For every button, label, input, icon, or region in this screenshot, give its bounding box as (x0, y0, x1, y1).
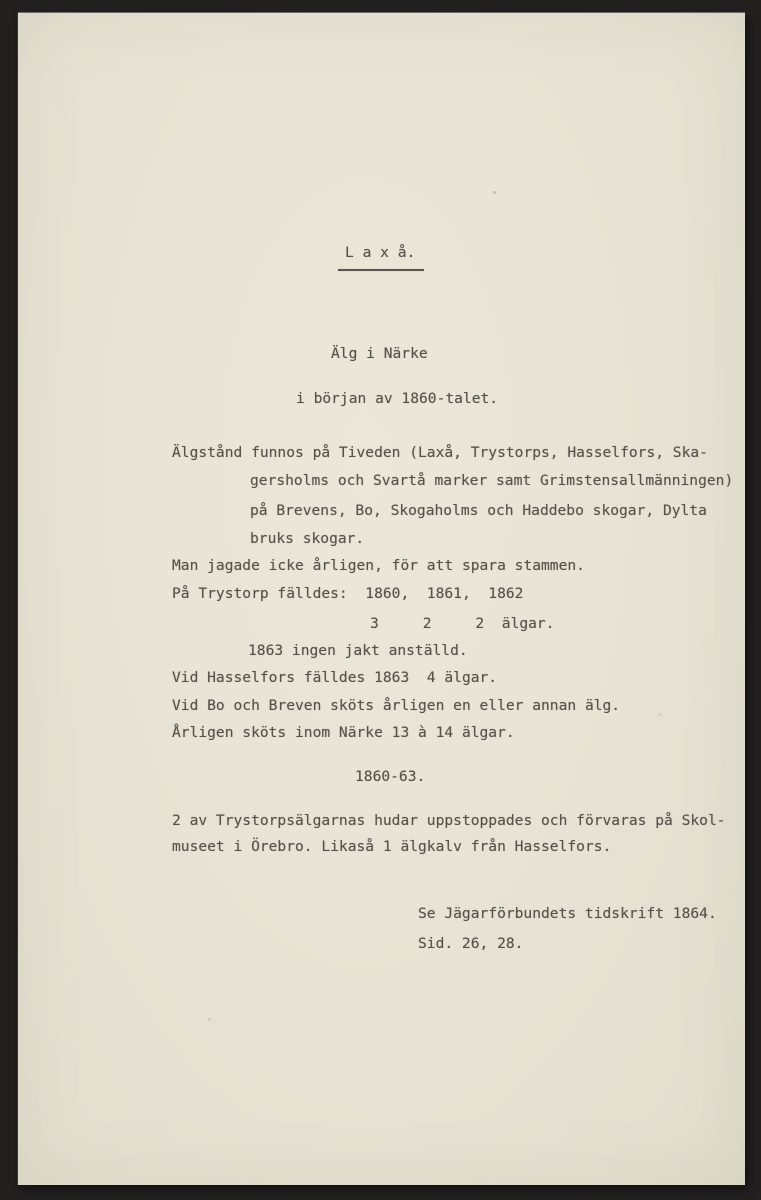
body-line: bruks skogar. (250, 530, 365, 547)
paper-speck (493, 191, 496, 194)
note-line: 2 av Trystorpsälgarnas hudar uppstoppades och förvaras på Skol- (172, 812, 726, 829)
body-line: Älgstånd funnos på Tiveden (Laxå, Trystorps, Hasselfors, Ska- (172, 444, 708, 461)
document-page (18, 13, 745, 1185)
page-title: L a x å. (345, 244, 416, 261)
body-line: på Brevens, Bo, Skogaholms och Haddebo skogar, Dylta (250, 502, 707, 519)
reference-source: Se Jägarförbundets tidskrift 1864. (418, 905, 717, 922)
title-underline (338, 269, 424, 271)
subheading: i början av 1860-talet. (296, 390, 499, 407)
body-line-years: På Trystorp fälldes: 1860, 1861, 1862 (172, 585, 524, 602)
body-line: Årligen sköts inom Närke 13 à 14 älgar. (172, 724, 515, 741)
paper-speck (208, 1018, 211, 1021)
paper-speck (658, 713, 661, 716)
body-line: 1863 ingen jakt anställd. (248, 642, 468, 659)
body-line: Vid Bo och Breven sköts årligen en eller annan älg. (172, 697, 621, 714)
heading: Älg i Närke (331, 345, 428, 362)
period-heading: 1860-63. (355, 768, 426, 785)
note-line: museet i Örebro. Likaså 1 älgkalv från Hasselfors. (172, 838, 612, 855)
body-line: Man jagade icke årligen, för att spara stammen. (172, 557, 585, 574)
body-line: gersholms och Svartå marker samt Grimstensallmänningen) (250, 472, 734, 489)
body-line: Vid Hasselfors fälldes 1863 4 älgar. (172, 669, 498, 686)
reference-pages: Sid. 26, 28. (418, 935, 524, 952)
body-line-counts: 3 2 2 älgar. (370, 615, 555, 632)
